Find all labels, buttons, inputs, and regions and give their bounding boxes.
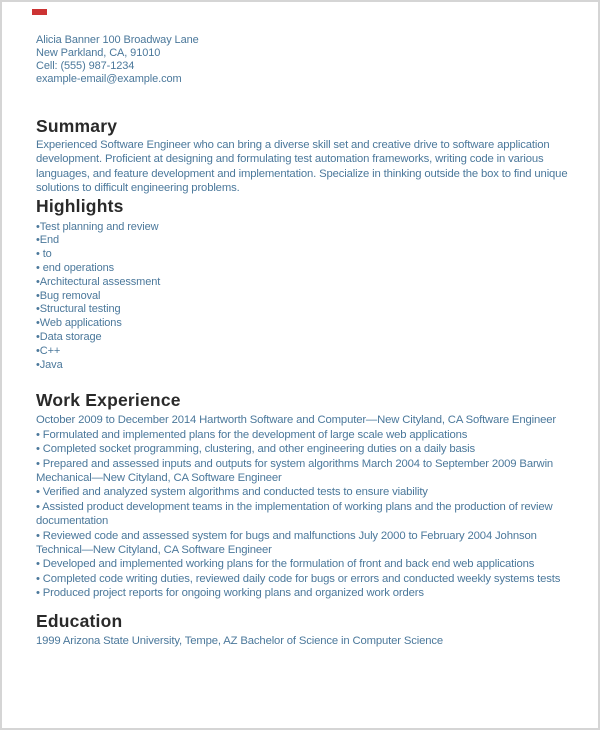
highlight-item: •Architectural assessment (36, 275, 161, 288)
work-entry: • Verified and analyzed system algorithms and conducted tests to ensure viability (36, 486, 428, 499)
resume-content (2, 2, 598, 648)
work-entry: • Produced project reports for ongoing working plans and organized work orders (36, 587, 424, 600)
summary-paragraph: Experienced Software Engineer who can bring a diverse skill set and creative drive to software application development. Proficient at designing and formulating test automation frameworks, writing code in various languages, and feature development and implementation. Specialize in thinking outside the box to find unique solutions to difficult engineering problems. (36, 139, 568, 195)
contact-city-state-zip: New Parkland, CA, 91010 (36, 47, 161, 59)
highlight-item: •Data storage (36, 331, 102, 343)
work-entry: • Prepared and assessed inputs and outputs for system algorithms March 2004 to September 2009 Barwin Mechanical—New Cityland, CA Software Engineer (36, 457, 554, 485)
work-entry: October 2009 to December 2014 Hartworth Software and Computer—New Cityland, CA Software Engineer (36, 414, 556, 427)
highlight-item: •C++ (36, 344, 61, 357)
highlight-item: • to (36, 248, 52, 261)
contact-phone: Cell: (555) 987-1234 (36, 60, 135, 72)
work-entry: • Formulated and implemented plans for the development of large scale web applications (36, 428, 468, 441)
highlight-item: •Bug removal (36, 289, 101, 302)
work-entry: • Assisted product development teams in the implementation of working plans and the production of review documentation (36, 500, 553, 528)
contact-email: example-email@example.com (36, 73, 182, 85)
highlight-item: •Test planning and review (36, 220, 159, 233)
work-entry: • Completed code writing duties, reviewed daily code for bugs or errors and conducted weekly systems tests (36, 572, 561, 585)
highlight-item: •Web applications (36, 317, 122, 330)
contact-block (36, 34, 568, 86)
highlights-list (36, 221, 568, 373)
work-entry: • Reviewed code and assessed system for bugs and malfunctions July 2000 to February 2004 Johnson Technical—New Cityland, CA Software Engineer (36, 529, 537, 557)
summary-heading: Summary (36, 116, 118, 136)
highlight-item: •End (36, 234, 60, 247)
contact-name-address: Alicia Banner 100 Broadway Lane (36, 34, 199, 46)
highlight-item: • end operations (36, 262, 115, 275)
work-experience-body (36, 413, 568, 600)
education-heading: Education (36, 610, 123, 631)
work-experience-heading: Work Experience (36, 390, 181, 411)
highlight-item: •Structural testing (36, 303, 121, 316)
red-annotation-marker (32, 9, 47, 15)
work-entry: • Completed socket programming, clustering, and other engineering duties on a daily basis (36, 443, 475, 456)
highlights-heading: Highlights (36, 195, 124, 216)
education-line: 1999 Arizona State University, Tempe, AZ Bachelor of Science in Computer Science (36, 634, 444, 647)
highlight-item: •Java (36, 358, 63, 371)
work-entry: • Developed and implemented working plans for the formulation of front and back end web applications (36, 558, 535, 571)
